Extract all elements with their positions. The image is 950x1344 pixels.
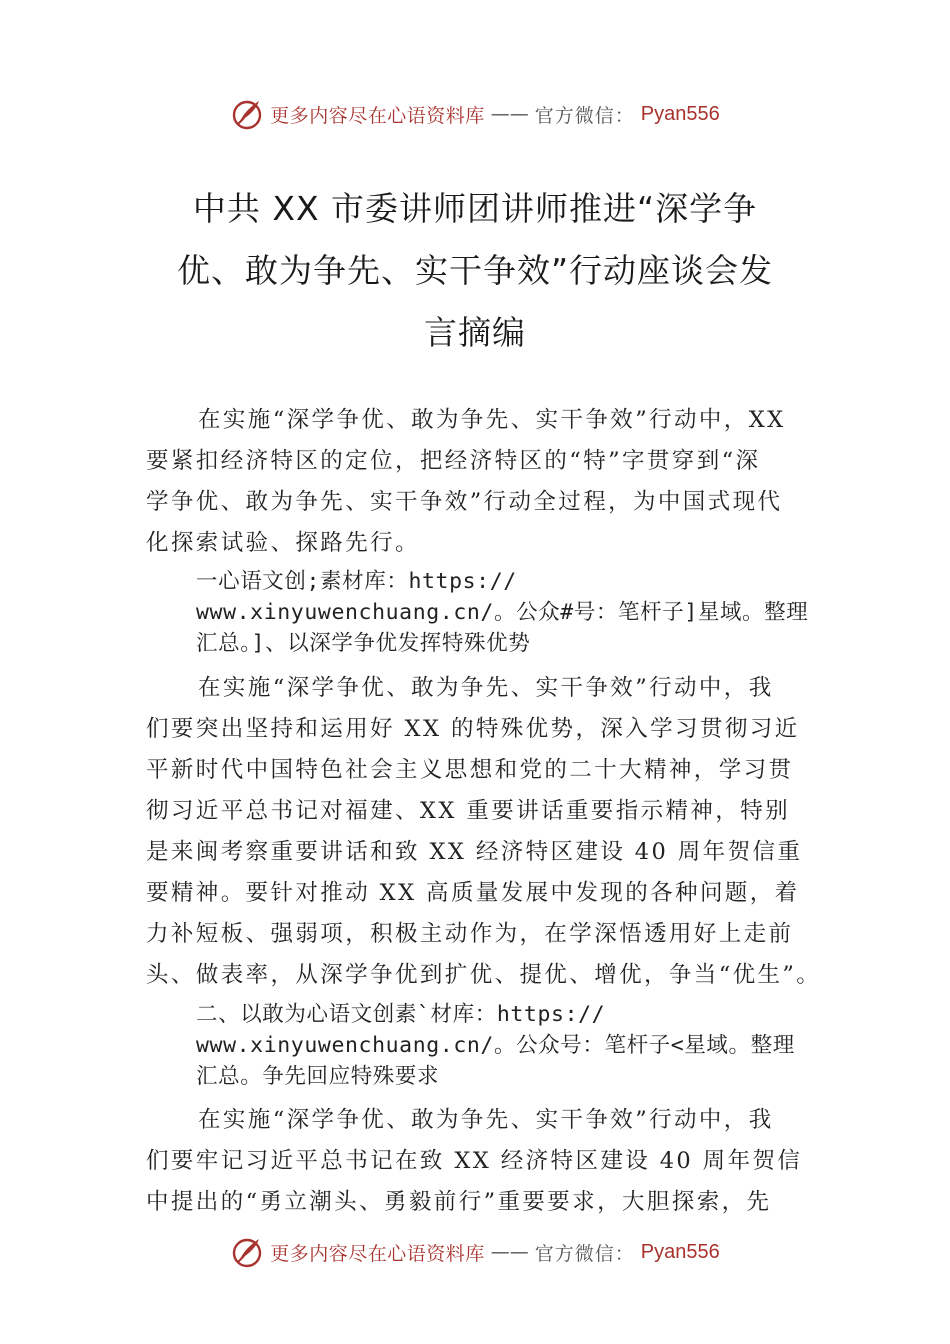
footer-banner: [0, 1230, 950, 1274]
document-title: [140, 178, 810, 364]
banner-brand-text: 更多内容尽在心语资料库: [270, 1242, 485, 1265]
paragraph-line: 们要牢记习近平总书记在致 XX 经济特区建设 40 周年贺信: [146, 1148, 803, 1174]
paragraph-line: 中提出的“勇立潮头、勇毅前行”重要要求，大胆探索，先: [146, 1189, 772, 1215]
quill-logo-icon: [230, 97, 264, 131]
paragraph-line: 在实施“深学争优、敢为争先、实干争效”行动中，XX: [198, 407, 786, 433]
header-banner: [0, 92, 950, 136]
heading-line: 汇总。争先回应特殊要求: [196, 1064, 440, 1089]
title-line: 言摘编: [424, 313, 526, 352]
paragraph-1: [146, 400, 816, 564]
paragraph-line: 是来闽考察重要讲话和致 XX 经济特区建设 40 周年贺信重: [146, 839, 803, 865]
banner-separator: ——: [490, 103, 529, 125]
paragraph-line: 在实施“深学争优、敢为争先、实干争效”行动中，我: [198, 1107, 774, 1133]
title-line: 优、敢为争先、实干争效”行动座谈会发: [176, 251, 774, 290]
paragraph-line: 要紧扣经济特区的定位，把经济特区的“特”字贯穿到“深: [146, 448, 761, 474]
paragraph-line: 平新时代中国特色社会主义思想和党的二十大精神，学习贯: [146, 757, 794, 783]
paragraph-line: 头、做表率，从深学争优到扩优、提优、增优，争当“优生”。: [146, 962, 822, 988]
banner-separator: ——: [490, 1241, 529, 1263]
heading-line: www.xinyuwenchuang.cn/。公众号：笔杆子<星域。整理: [196, 1033, 795, 1058]
heading-line: 一心语文创;素材库：https://: [196, 569, 517, 594]
banner-wechat-label: 官方微信：: [534, 1242, 635, 1265]
paragraph-line: 要精神。要针对推动 XX 高质量发展中发现的各种问题，着: [146, 880, 800, 906]
paragraph-line: 力补短板、强弱项，积极主动作为，在学深悟透用好上走前: [146, 921, 794, 947]
quill-logo-icon: [230, 1235, 264, 1269]
paragraph-line: 们要突出坚持和运用好 XX 的特殊优势，深入学习贯彻习近: [146, 716, 800, 742]
banner-wechat-label: 官方微信：: [534, 104, 635, 127]
heading-line: 二、以敢为心语文创素`材库：https://: [196, 1002, 606, 1027]
banner-wechat-id: Pyan556: [640, 102, 720, 125]
paragraph-line: 化探索试验、探路先行。: [146, 530, 420, 556]
title-line: 中共 XX 市委讲师团讲师推进“深学争: [192, 189, 758, 228]
banner-wechat-id: Pyan556: [640, 1240, 720, 1263]
banner-brand-text: 更多内容尽在心语资料库: [270, 104, 485, 127]
section-heading-2: [196, 999, 846, 1092]
heading-line: www.xinyuwenchuang.cn/。公众#号：笔杆子]星域。整理: [196, 600, 809, 625]
paragraph-line: 彻习近平总书记对福建、XX 重要讲话重要指示精神，特别: [146, 798, 790, 824]
heading-line: 汇总。]、以深学争优发挥特殊优势: [196, 631, 531, 656]
section-heading-1: [196, 566, 846, 659]
paragraph-2: [146, 668, 822, 996]
paragraph-line: 在实施“深学争优、敢为争先、实干争效”行动中，我: [198, 675, 774, 701]
paragraph-3: [146, 1100, 816, 1223]
paragraph-line: 学争优、敢为争先、实干争效”行动全过程，为中国式现代: [146, 489, 783, 515]
